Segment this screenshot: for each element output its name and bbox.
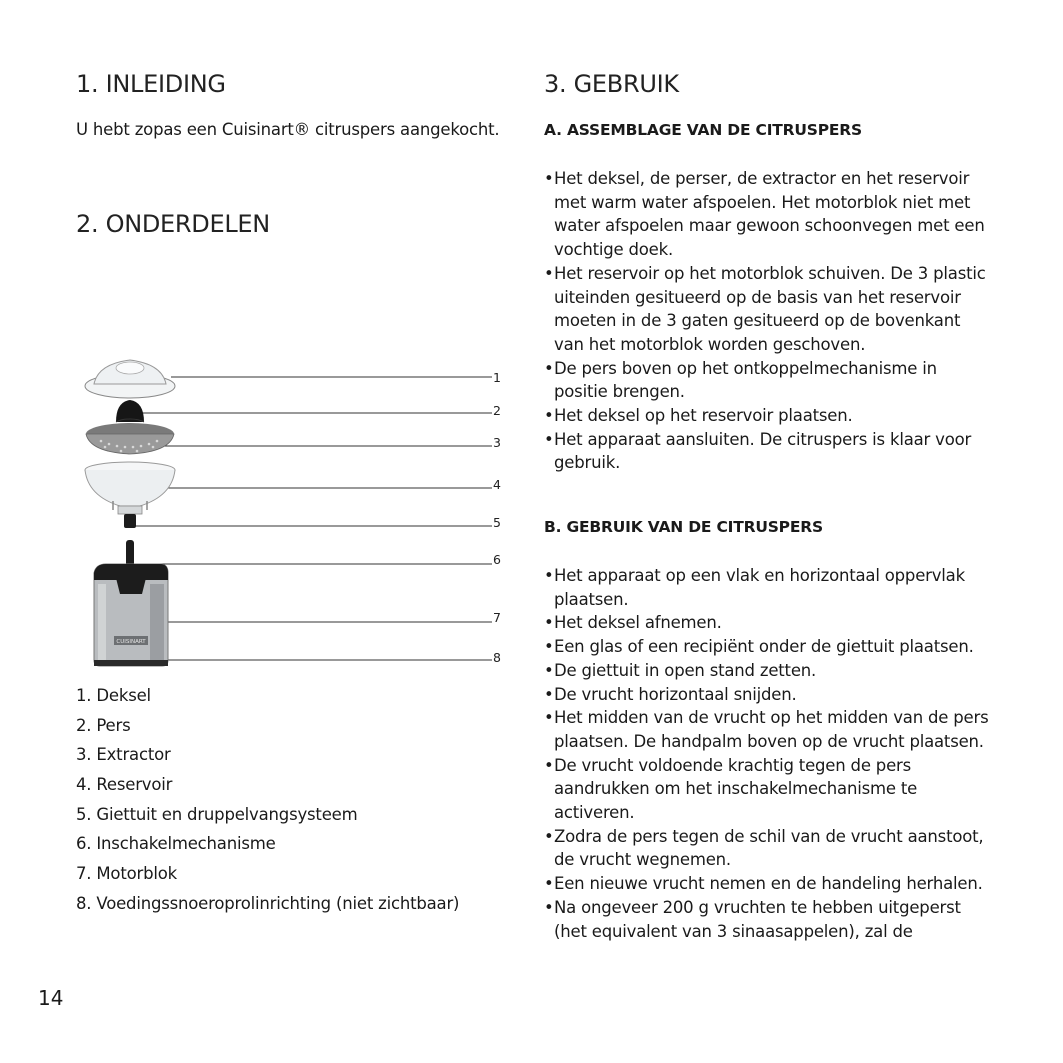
callout-3: 3: [493, 435, 501, 450]
section-b-title: B. GEBRUIK VAN DE CITRUSPERS: [544, 518, 823, 536]
list-item: • Zodra de pers tegen de schil van de vrucht aanstoot, de vrucht wegnemen.: [544, 825, 994, 872]
list-item: • Een glas of een recipiënt onder de giettuit plaatsen.: [544, 635, 994, 659]
list-item: • Het deksel afnemen.: [544, 611, 994, 635]
callout-7: 7: [493, 610, 501, 625]
parts-heading: 2. ONDERDELEN: [76, 210, 270, 238]
section-a-list: [544, 167, 994, 475]
section-b-list: [544, 564, 994, 943]
list-item: 1. Deksel: [76, 686, 151, 705]
intro-heading: 1. INLEIDING: [76, 70, 226, 98]
list-item: • Het deksel, de perser, de extractor en het reservoir met warm water afspoelen. Het motorblok niet met water afspoelen maar gewoon schoonvegen met een vochtige doek.: [544, 167, 994, 262]
list-item: 3. Extractor: [76, 745, 171, 765]
list-item: • Een nieuwe vrucht nemen en de handeling herhalen.: [544, 872, 994, 896]
list-item: 4. Reservoir: [76, 775, 173, 795]
list-item: 2. Pers: [76, 715, 131, 735]
callout-6: 6: [493, 552, 501, 567]
list-item: • Na ongeveer 200 g vruchten te hebben uitgeperst (het equivalent van 3 sinaasappelen), zal de: [544, 896, 994, 943]
list-item: 6. Inschakelmechanisme: [76, 834, 276, 854]
list-item: • Het apparaat op een vlak en horizontaal oppervlak plaatsen.: [544, 564, 994, 611]
list-item: • Het reservoir op het motorblok schuiven. De 3 plastic uiteinden gesitueerd op de basis van het reservoir moeten in de 3 gaten gesitueerd op de bovenkant van het motorblok worden geschoven.: [544, 262, 994, 357]
callout-1: 1: [493, 370, 501, 385]
usage-heading: 3. GEBRUIK: [544, 70, 679, 98]
list-item: • Het deksel op het reservoir plaatsen.: [544, 404, 994, 428]
callout-2: 2: [493, 403, 501, 418]
reservoir-illustration: [85, 462, 175, 528]
reamer-illustration: [86, 400, 174, 454]
callout-4: 4: [493, 477, 501, 492]
list-item: • De vrucht horizontaal snijden.: [544, 683, 994, 707]
list-item: • Het midden van de vrucht op het midden van de pers plaatsen. De handpalm boven op de vrucht plaatsen.: [544, 706, 994, 753]
list-item: 8. Voedingssnoeroprolinrichting (niet zichtbaar): [76, 893, 460, 913]
brand-plate-text: CUISINART: [116, 639, 146, 645]
intro-text: U hebt zopas een Cuisinart® citruspers aangekocht.: [76, 120, 500, 139]
parts-diagram: [76, 288, 506, 678]
lid-illustration: [85, 360, 175, 398]
parts-list: [76, 685, 459, 923]
section-a-title: A. ASSEMBLAGE VAN DE CITRUSPERS: [544, 121, 863, 139]
callout-8: 8: [493, 650, 501, 665]
list-item: • De giettuit in open stand zetten.: [544, 659, 994, 683]
list-item: • De vrucht voldoende krachtig tegen de pers aandrukken om het inschakelmechanisme te activeren.: [544, 754, 994, 825]
callout-5: 5: [493, 515, 501, 530]
list-item: 5. Giettuit en druppelvangsysteem: [76, 804, 358, 824]
motor-base-illustration: [94, 540, 168, 666]
list-item: • De pers boven op het ontkoppelmechanisme in positie brengen.: [544, 357, 994, 404]
list-item: • Het apparaat aansluiten. De citruspers is klaar voor gebruik.: [544, 428, 994, 475]
list-item: 7. Motorblok: [76, 864, 177, 884]
page-number: 14: [38, 986, 64, 1010]
